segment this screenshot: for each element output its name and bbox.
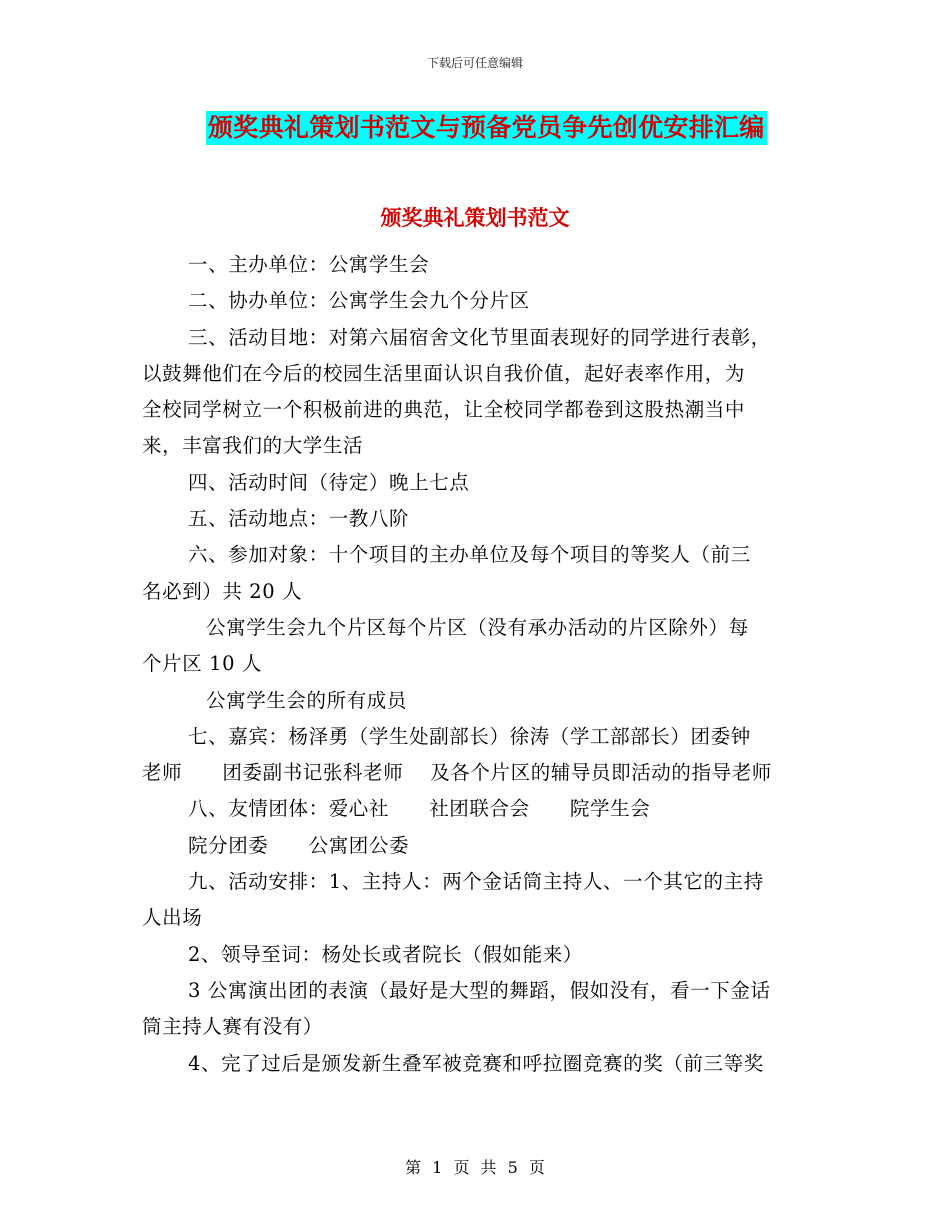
paragraph-line: 五、活动地点：一教八阶 <box>188 507 410 531</box>
paragraph-line: 老师 团委副书记张科老师 及各个片区的辅导员即活动的指导老师 <box>142 761 772 785</box>
paragraph-line: 六、参加对象：十个项目的主办单位及每个项目的等奖人（前三 <box>188 543 751 567</box>
paragraph-line: 人出场 <box>142 906 203 930</box>
paragraph-line: 三、活动目地：对第六届宿舍文化节里面表现好的同学进行表彰， <box>188 325 771 349</box>
paragraph-line: 七、嘉宾：杨泽勇（学生处副部长）徐涛（学工部部长）团委钟 <box>188 724 751 748</box>
paragraph-line: 2、领导至词：杨处长或者院长（假如能来） <box>188 942 583 966</box>
document-title: 颁奖典礼策划书范文与预备党员争先创优安排汇编 <box>206 111 767 145</box>
page-header: 下载后可任意编辑 <box>426 56 523 70</box>
paragraph-line: 一、主办单位：公寓学生会 <box>188 253 430 276</box>
paragraph-line: 以鼓舞他们在今后的校园生活里面认识自我价值，起好表率作用，为 <box>142 361 746 385</box>
paragraph-line: 名必到）共 20 人 <box>142 579 303 603</box>
paragraph-line: 九、活动安排：1、主持人：两个金话筒主持人、一个其它的主持 <box>188 870 764 894</box>
paragraph-line: 八、友情团体：爱心社 社团联合会 院学生会 <box>188 797 651 821</box>
paragraph-line: 3 公寓演出团的表演（最好是大型的舞蹈，假如没有，看一下金话 <box>188 978 771 1002</box>
paragraph-line: 公寓学生会九个片区每个片区（没有承办活动的片区除外）每 <box>206 615 749 639</box>
paragraph-line: 二、协办单位：公寓学生会九个分片区 <box>188 289 530 313</box>
paragraph-line: 院分团委 公寓团公委 <box>188 833 410 857</box>
paragraph-line: 个片区 10 人 <box>142 652 263 676</box>
paragraph-line: 公寓学生会的所有成员 <box>206 688 408 712</box>
section-title: 颁奖典礼策划书范文 <box>380 205 570 230</box>
document-body <box>142 247 810 1082</box>
page-footer: 第 1 页 共 5 页 <box>405 1158 545 1177</box>
paragraph-line: 四、活动时间（待定）晚上七点 <box>188 470 470 494</box>
paragraph-line: 筒主持人赛有没有） <box>142 1015 323 1039</box>
paragraph-line: 4、完了过后是颁发新生叠军被竞赛和呼拉圈竞赛的奖（前三等奖 <box>188 1051 764 1075</box>
paragraph-line: 全校同学树立一个积极前进的典范，让全校同学都卷到这股热潮当中 <box>142 398 746 422</box>
paragraph-line: 来，丰富我们的大学生活 <box>142 434 364 458</box>
